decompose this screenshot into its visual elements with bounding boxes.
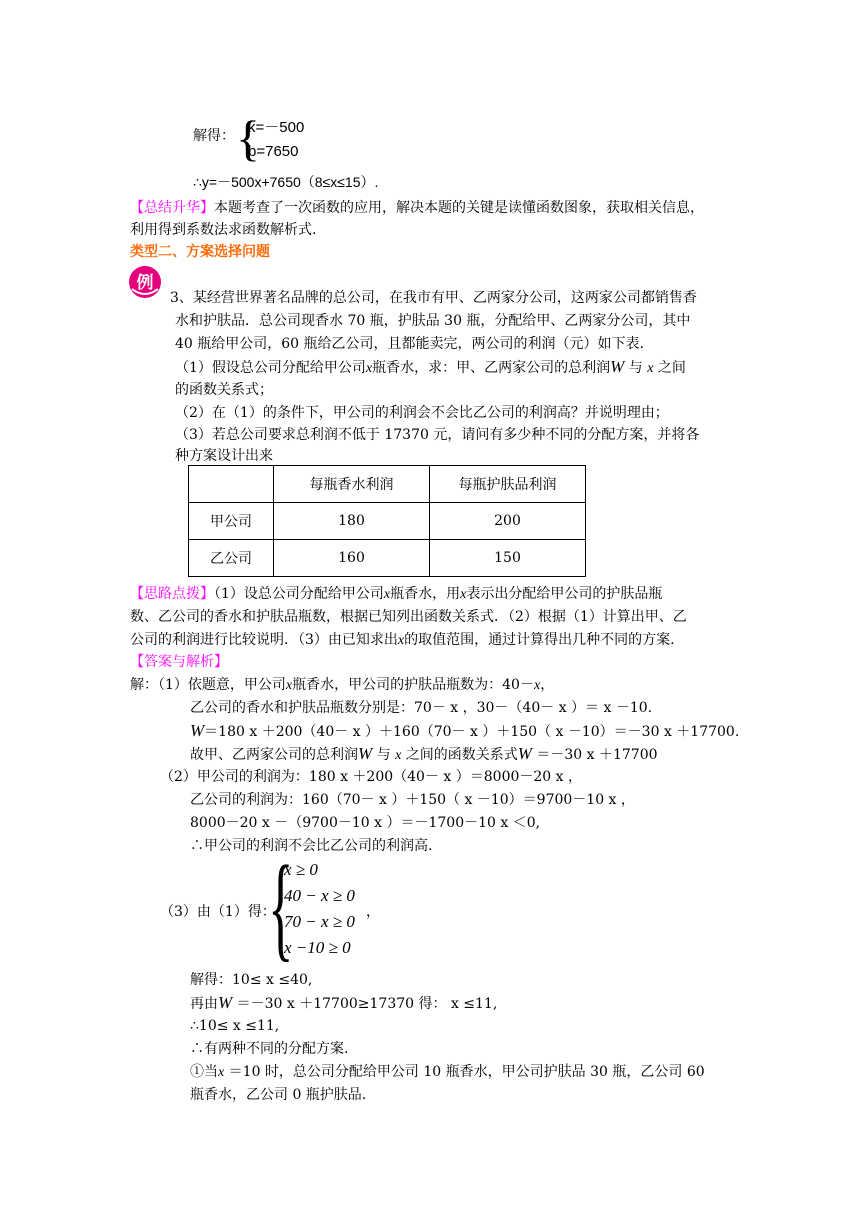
solution-line-1: 解：（1）依题意，甲公司x瓶香水，甲公司的护肤品瓶数为：40－x，	[130, 677, 555, 693]
question-3-cont: 种方案设计出来	[175, 448, 273, 464]
table-cell: 乙公司	[189, 540, 274, 577]
badge-label: 例	[136, 273, 154, 293]
solution-part3-line-3: ∴10≤ x ≤11,	[190, 1018, 280, 1034]
equation-b: b=7650	[248, 143, 299, 160]
solution-part3-line-4: ∴有两种不同的分配方案.	[190, 1041, 349, 1057]
table-row	[189, 540, 586, 577]
table-row	[189, 503, 586, 540]
system-comma: ，	[366, 904, 380, 920]
section-title: 类型二、方案选择问题	[130, 244, 270, 260]
solution-part3-line-2: 再由W ＝－30 x ＋17700≥17370 得： x ≤11,	[190, 993, 498, 1012]
hint-tag: 【思路点拨】	[130, 586, 214, 602]
solution-line-2: 乙公司的香水和护肤品瓶数分别是：70－ x ，30－（40－ x ）＝ x －10.	[190, 700, 653, 716]
inequality-2: 40 − x ≥ 0	[284, 886, 355, 905]
solution-part2-line-3: 8000－20 x －（9700－10 x ）＝－1700－10 x ＜0,	[190, 815, 541, 831]
solution-part3-line-1: 解得：10≤ x ≤40,	[190, 972, 313, 988]
summary-line-2: 利用得到系数法求函数解析式.	[130, 222, 317, 238]
problem-line-2: 水和护肤品．总公司现香水 70 瓶，护肤品 30 瓶，分配给甲、乙两家分公司，其中	[175, 313, 691, 329]
solution-part3-label: （3）由（1）得：	[160, 904, 276, 920]
question-1: （1）假设总公司分配给甲公司x瓶香水，求：甲、乙两家公司的总利润W 与 x 之间	[175, 357, 686, 376]
profit-table	[188, 465, 586, 577]
hint-line-3: 公司的利润进行比较说明．（3）由已知求出x的取值范围，通过计算得出几种不同的方案.	[130, 632, 675, 648]
hint-line-1: 【思路点拨】（1）设总公司分配给甲公司x瓶香水，用x表示出分配给甲公司的护肤品瓶	[130, 586, 663, 602]
solution-part3-line-6: 瓶香水，乙公司 0 瓶护肤品.	[190, 1087, 367, 1103]
table-header-row	[189, 466, 586, 503]
problem-line-1: 3、某经营世界著名品牌的总公司，在我市有甲、乙两家分公司，这两家公司都销售香	[170, 290, 697, 306]
example-badge-icon	[128, 265, 162, 299]
solve-label: 解得：	[193, 128, 235, 144]
problem-line-3: 40 瓶给甲公司，60 瓶给乙公司，且都能卖完，两公司的利润（元）如下表.	[175, 336, 644, 352]
hint-line-2: 数、乙公司的香水和护肤品瓶数，根据已知列出函数关系式．（2）根据（1）计算出甲、乙	[130, 609, 687, 625]
solution-part2-line-4: ∴甲公司的利润不会比乙公司的利润高.	[190, 838, 433, 854]
solution-line-3: W＝180 x ＋200（40－ x ）＋160（70－ x ）＋150（ x －10）＝－30 x ＋17700.	[190, 721, 740, 740]
table-header-cell: 每瓶护肤品利润	[430, 466, 586, 503]
table-cell: 甲公司	[189, 503, 274, 540]
system-brace: {	[236, 110, 260, 166]
summary-tag: 【总结升华】	[130, 200, 214, 216]
solution-line-4: 故甲、乙两家公司的总利润W 与 x 之间的函数关系式W ＝－30 x ＋17700	[190, 744, 658, 763]
inequality-1: x ≥ 0	[284, 860, 318, 879]
answer-tag: 【答案与解析】	[130, 654, 228, 670]
inequality-system-brace: {	[268, 841, 294, 972]
solution-part3-line-5: ①当x ＝10 时，总公司分配给甲公司 10 瓶香水，甲公司护肤品 30 瓶，乙公司 60	[190, 1064, 705, 1080]
solution-part2-line-1: （2）甲公司的利润为：180 x ＋200（40－ x ）＝8000－20 x ，	[160, 769, 582, 785]
inequality-3: 70 − x ≥ 0	[284, 912, 355, 931]
equation-k: k=－500	[248, 119, 305, 136]
table-cell: 180	[274, 503, 430, 540]
table-cell: 200	[430, 503, 586, 540]
table-cell: 150	[430, 540, 586, 577]
question-2: （2）在（1）的条件下，甲公司的利润会不会比乙公司的利润高？并说明理由；	[175, 405, 669, 421]
linear-function-result: ∴y=－500x+7650（8≤x≤15）.	[193, 174, 379, 190]
solution-part2-line-2: 乙公司的利润为：160（70－ x ）＋150（ x －10）＝9700－10 x ，	[190, 792, 635, 808]
question-3: （3）若总公司要求总利润不低于 17370 元，请问有多少种不同的分配方案，并将各	[175, 427, 700, 443]
inequality-4: x −10 ≥ 0	[284, 938, 351, 957]
question-1-cont: 的函数关系式；	[175, 382, 273, 398]
table-header-cell: 每瓶香水利润	[274, 466, 430, 503]
table-header-cell	[189, 466, 274, 503]
table-cell: 160	[274, 540, 430, 577]
summary-line-1: 【总结升华】本题考查了一次函数的应用，解决本题的关键是读懂函数图象，获取相关信息，	[130, 200, 704, 216]
